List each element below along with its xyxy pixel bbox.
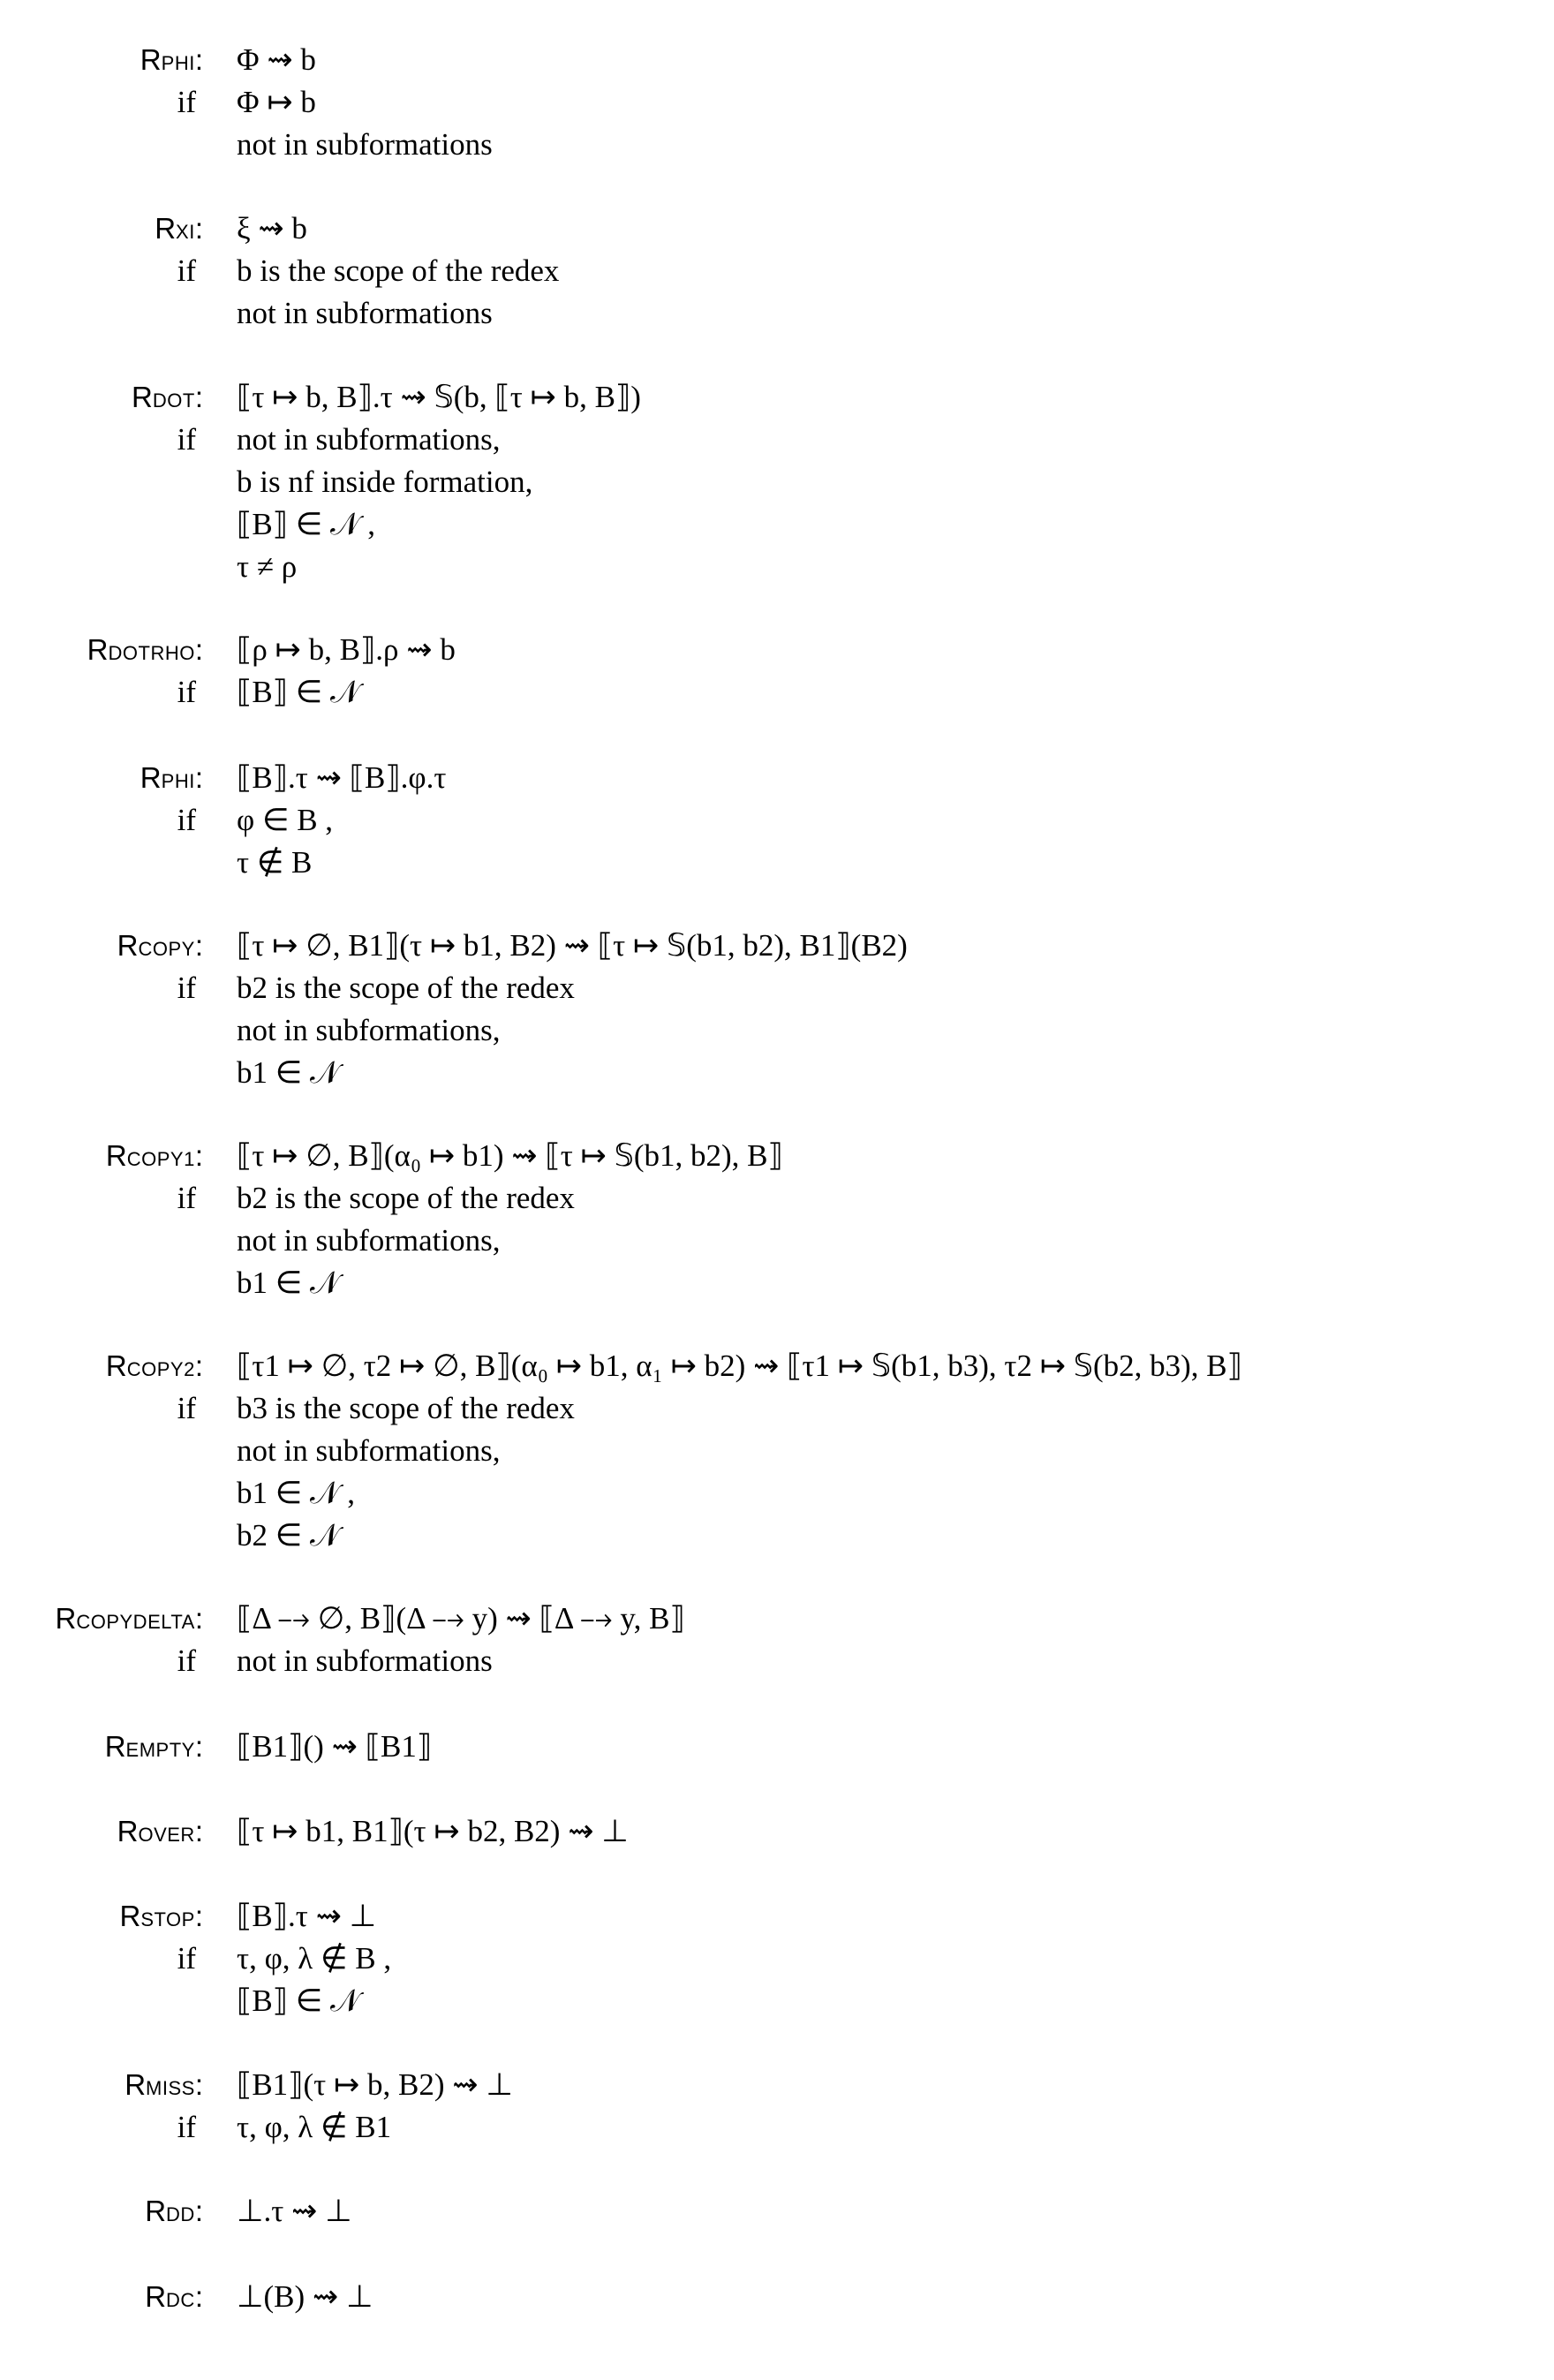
rule-condition: Φ ↦ b (237, 85, 316, 119)
rule-condition-line (0, 1387, 1554, 1430)
rule-label-main: R (155, 212, 177, 245)
rule-label-colon: : (194, 1815, 203, 1847)
rule-condition-line (0, 503, 1554, 546)
rule-label-colon: : (194, 212, 203, 245)
if-keyword: if (177, 675, 196, 709)
rule-condition-line (0, 1980, 1554, 2022)
rule-label (155, 208, 203, 250)
rule-condition: b1 ∈ 𝒩 (237, 1055, 340, 1090)
rule-label-main: R (104, 1730, 126, 1763)
rule-label-sub: COPY (138, 938, 195, 960)
rule-condition-line (0, 1052, 1554, 1094)
rule-formula: ⟦τ ↦ b1, B1⟧(τ ↦ b2, B2) ⇝ ⊥ (237, 1814, 629, 1848)
rule-label (55, 1598, 203, 1640)
rule-label-sub: OVER (138, 1824, 195, 1846)
rule-condition: not in subformations, (237, 1223, 501, 1258)
rule-label-main: R (132, 381, 153, 413)
rule-condition-line (0, 842, 1554, 884)
rule-label-colon: : (194, 2195, 203, 2227)
if-keyword: if (177, 1391, 196, 1425)
rule-label-main: R (145, 2280, 167, 2313)
rule-formula: ⟦B1⟧(τ ↦ b, B2) ⇝ ⊥ (237, 2067, 513, 2102)
rule-condition: τ, φ, λ ∉ B1 (237, 2110, 392, 2144)
if-keyword: if (177, 2110, 196, 2144)
rule-condition: ⟦B⟧ ∈ 𝒩 (237, 675, 360, 709)
rule-label-colon: : (194, 1602, 203, 1635)
rule-condition-line (0, 250, 1554, 292)
rule-condition: b is nf inside formation, (237, 465, 533, 499)
rule-label-sub: PHI (161, 770, 195, 792)
rule-condition: b2 is the scope of the redex (237, 1181, 575, 1215)
rule-condition-line (0, 461, 1554, 503)
rule-label-main: R (140, 43, 162, 76)
rule-condition: not in subformations (237, 296, 493, 330)
rule-formula: ⟦B1⟧() ⇝ ⟦B1⟧ (237, 1729, 433, 1764)
if-keyword: if (177, 1181, 196, 1215)
rule-label-colon: : (194, 1900, 203, 1932)
rule-label-main: R (105, 1139, 127, 1172)
rule-formula: ⟦B⟧.τ ⇝ ⊥ (237, 1899, 377, 1933)
rule-label (132, 376, 203, 419)
rule-condition-line (0, 419, 1554, 461)
rule-header-line (0, 2190, 1554, 2233)
rule-condition-line (0, 671, 1554, 714)
rule-condition: ⟦B⟧ ∈ 𝒩 , (237, 507, 376, 541)
rule-condition: b is the scope of the redex (237, 253, 560, 288)
rule-label-sub: COPYDELTA (76, 1611, 195, 1633)
rule-label (140, 757, 203, 799)
if-keyword: if (177, 85, 196, 119)
rule-label-sub: MISS (146, 2077, 195, 2099)
rule-condition: not in subformations, (237, 1433, 501, 1468)
if-keyword: if (177, 253, 196, 288)
rule-label-main: R (140, 761, 162, 794)
rule-condition-line (0, 81, 1554, 124)
rule-header-line (0, 1810, 1554, 1853)
rule-condition-line (0, 1262, 1554, 1304)
rule-label (117, 925, 203, 967)
rule-condition: b3 is the scope of the redex (237, 1391, 575, 1425)
rule-header-line (0, 757, 1554, 799)
rule-label-main: R (124, 2068, 147, 2101)
rule-label-colon: : (194, 633, 203, 666)
rule-label-colon: : (194, 1730, 203, 1763)
rule-condition: ⟦B⟧ ∈ 𝒩 (237, 1983, 360, 2018)
rule-header-line (0, 1345, 1554, 1387)
rule-label-main: R (55, 1602, 77, 1635)
rule-condition: not in subformations (237, 127, 493, 162)
rule-label-sub: EMPTY (125, 1739, 195, 1761)
rule-label-colon: : (194, 2068, 203, 2101)
rule-label-main: R (145, 2195, 167, 2227)
rule-condition: b1 ∈ 𝒩 (237, 1266, 340, 1300)
rule-label-sub: DOTRHO (108, 642, 195, 664)
rule-formula: ⟦Δ ⤍ ∅, B⟧(Δ ⤍ y) ⇝ ⟦Δ ⤍ y, B⟧ (237, 1601, 685, 1636)
rule-condition-line (0, 967, 1554, 1009)
rule-label (119, 1895, 203, 1938)
rule-label-sub: DD (166, 2203, 195, 2225)
rule-label-main: R (119, 1900, 141, 1932)
rule-label-colon: : (194, 2280, 203, 2313)
rule-label-sub: COPY2 (126, 1358, 195, 1380)
rule-condition: not in subformations, (237, 1013, 501, 1047)
if-keyword: if (177, 803, 196, 837)
rule-header-line (0, 39, 1554, 81)
rule-header-line (0, 1726, 1554, 1768)
rule-header-line (0, 925, 1554, 967)
rule-label-colon: : (194, 761, 203, 794)
rule-label (140, 39, 203, 81)
rule-condition-line (0, 1430, 1554, 1472)
rule-formula: ξ ⇝ b (237, 211, 307, 246)
rule-header-line (0, 2064, 1554, 2106)
rule-label-sub: COPY1 (126, 1148, 195, 1170)
rule-condition: τ ∉ B (237, 845, 313, 880)
if-keyword: if (177, 971, 196, 1005)
rule-label-sub: STOP (140, 1908, 195, 1930)
rule-label (106, 1135, 203, 1177)
rule-header-line (0, 629, 1554, 671)
rule-formula: Φ ⇝ b (237, 42, 316, 77)
rule-condition-line (0, 1640, 1554, 1682)
rule-label-sub: PHI (161, 52, 195, 74)
rule-formula: ⟦B⟧.τ ⇝ ⟦B⟧.φ.τ (237, 760, 447, 795)
rule-condition: b2 ∈ 𝒩 (237, 1518, 340, 1553)
rule-condition: b2 is the scope of the redex (237, 971, 575, 1005)
rule-label-colon: : (194, 381, 203, 413)
rule-condition-line (0, 1177, 1554, 1220)
rule-label (87, 629, 203, 671)
rule-label (105, 1726, 203, 1768)
rule-label-colon: : (194, 1139, 203, 1172)
rule-condition-line (0, 292, 1554, 335)
rule-label-main: R (105, 1349, 127, 1382)
rule-header-line (0, 376, 1554, 419)
rule-condition-line (0, 546, 1554, 588)
rule-condition-line (0, 1938, 1554, 1980)
rule-label (124, 2064, 203, 2106)
rule-header-line (0, 2276, 1554, 2318)
if-keyword: if (177, 422, 196, 457)
rule-condition-line (0, 1009, 1554, 1052)
rule-formula: ⟦τ1 ↦ ∅, τ2 ↦ ∅, B⟧(α₀ ↦ b1, α₁ ↦ b2) ⇝ ⟦τ1 ↦ 𝕊(b1, b3), τ2 ↦ 𝕊(b2, b3), B⟧ (237, 1349, 1242, 1383)
if-keyword: if (177, 1941, 196, 1976)
rule-condition: φ ∈ B , (237, 803, 334, 837)
rule-header-line (0, 1598, 1554, 1640)
rule-condition: τ ≠ ρ (237, 549, 298, 584)
rule-formula: ⊥.τ ⇝ ⊥ (237, 2194, 352, 2228)
rule-label (145, 2276, 203, 2318)
rule-header-line (0, 208, 1554, 250)
rule-label (106, 1345, 203, 1387)
rule-condition-line (0, 1472, 1554, 1515)
rule-label-colon: : (194, 43, 203, 76)
rule-formula: ⟦τ ↦ ∅, B⟧(α₀ ↦ b1) ⇝ ⟦τ ↦ 𝕊(b1, b2), B⟧ (237, 1138, 783, 1173)
if-keyword: if (177, 1643, 196, 1678)
rule-condition-line (0, 1515, 1554, 1557)
rule-formula: ⟦τ ↦ ∅, B1⟧(τ ↦ b1, B2) ⇝ ⟦τ ↦ 𝕊(b1, b2), B1⟧(B2) (237, 928, 908, 963)
rule-header-line (0, 1895, 1554, 1938)
rule-header-line (0, 1135, 1554, 1177)
rule-label (145, 2190, 203, 2233)
rule-condition: b1 ∈ 𝒩 , (237, 1476, 356, 1510)
rule-label-sub: XI (176, 221, 195, 243)
rule-label-colon: : (194, 1349, 203, 1382)
rule-label-sub: DC (166, 2289, 195, 2311)
rule-label-main: R (117, 1815, 139, 1847)
rule-condition-line (0, 799, 1554, 842)
rule-condition-line (0, 124, 1554, 166)
rule-condition-line (0, 2106, 1554, 2149)
rule-condition-line (0, 1220, 1554, 1262)
rule-label-main: R (87, 633, 109, 666)
rule-label (117, 1810, 203, 1853)
rule-formula: ⟦τ ↦ b, B⟧.τ ⇝ 𝕊(b, ⟦τ ↦ b, B⟧) (237, 380, 641, 414)
rule-label-main: R (117, 929, 139, 962)
rule-formula: ⊥(B) ⇝ ⊥ (237, 2279, 373, 2314)
rule-label-colon: : (194, 929, 203, 962)
rule-condition: not in subformations, (237, 422, 501, 457)
rule-condition: τ, φ, λ ∉ B , (237, 1941, 392, 1976)
rule-label-sub: DOT (152, 389, 195, 412)
rule-condition: not in subformations (237, 1643, 493, 1678)
rule-formula: ⟦ρ ↦ b, B⟧.ρ ⇝ b (237, 632, 456, 667)
